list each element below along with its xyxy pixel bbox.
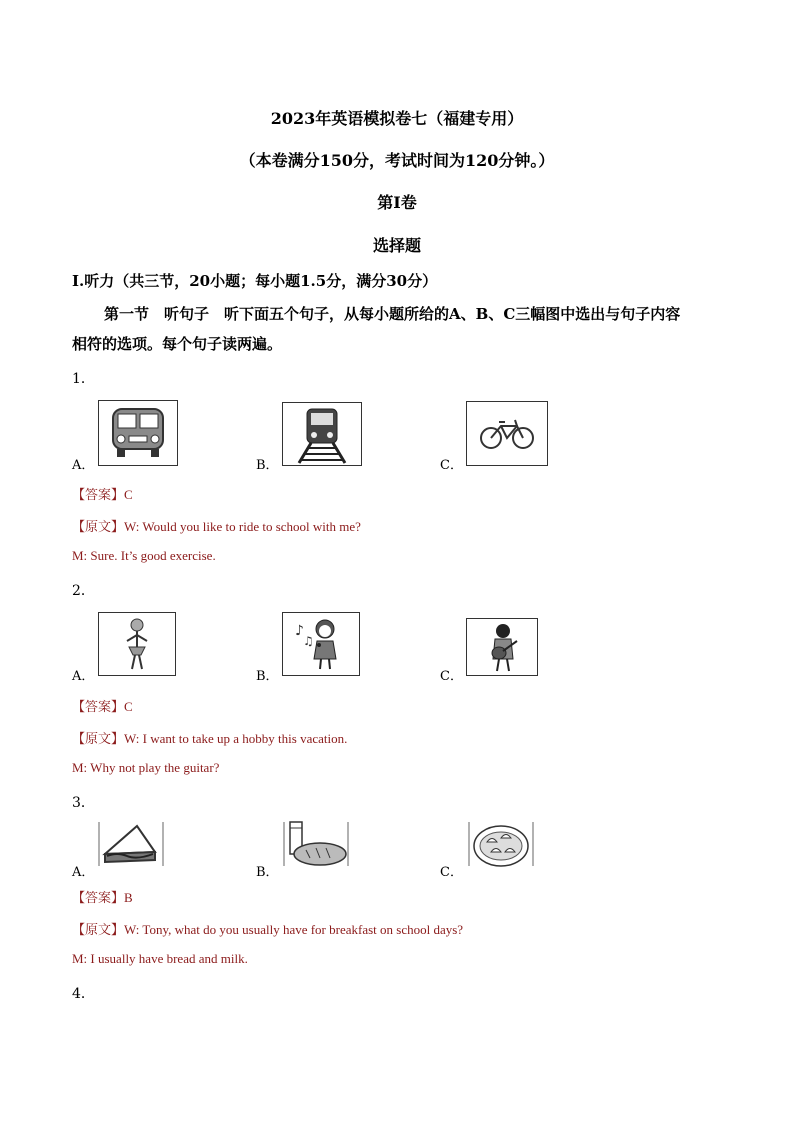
script-label: 【原文】 bbox=[72, 923, 125, 938]
script-line bbox=[72, 516, 361, 535]
part-heading: Ⅰ.听力（共三节，20小题；每小题1.5分，满分30分） bbox=[72, 272, 438, 290]
script-label: 【原文】 bbox=[72, 732, 125, 747]
guitar-player-icon[interactable] bbox=[466, 618, 538, 676]
option-label: C． bbox=[440, 458, 463, 473]
dumplings-icon[interactable] bbox=[467, 818, 535, 870]
page-subtitle: （本卷满分150分，考试时间为120分钟。） bbox=[239, 151, 555, 170]
instruction-line-2: 相符的选项。每个句子读两遍。 bbox=[72, 335, 283, 353]
answer-line bbox=[72, 696, 133, 715]
option-label: C． bbox=[440, 669, 463, 684]
option-label: A． bbox=[72, 458, 95, 473]
bread-milk-icon[interactable] bbox=[282, 818, 350, 870]
option-label: C． bbox=[440, 865, 463, 880]
volume-title: 第Ⅰ卷 bbox=[377, 193, 417, 212]
bus-icon[interactable] bbox=[98, 400, 178, 466]
option-label: A． bbox=[72, 669, 95, 684]
script-line bbox=[72, 728, 347, 747]
option-label: B． bbox=[256, 458, 279, 473]
singer-icon[interactable] bbox=[282, 612, 360, 676]
question-number: 2． bbox=[72, 583, 95, 599]
script-response: M: I usually have bread and milk. bbox=[72, 951, 248, 966]
page-title: 2023年英语模拟卷七（福建专用） bbox=[270, 109, 524, 128]
section-title: 选择题 bbox=[372, 236, 421, 255]
answer-value: B bbox=[124, 890, 133, 905]
option-label: B． bbox=[256, 669, 279, 684]
option-label: B． bbox=[256, 865, 279, 880]
answer-label: 【答案】 bbox=[72, 891, 125, 906]
answer-label: 【答案】 bbox=[72, 488, 125, 503]
instruction-line-1: 第一节 听句子 听下面五个句子，从每小题所给的A、B、C三幅图中选出与句子内容 bbox=[104, 305, 681, 323]
dancer-icon[interactable] bbox=[98, 612, 176, 676]
script-label: 【原文】 bbox=[72, 520, 125, 535]
option-label: A． bbox=[72, 865, 95, 880]
svg-text:♪: ♪ bbox=[295, 623, 304, 639]
answer-label: 【答案】 bbox=[72, 700, 125, 715]
train-icon[interactable] bbox=[282, 402, 362, 466]
script-text: W: Would you like to ride to school with me? bbox=[124, 519, 361, 534]
question-number: 3． bbox=[72, 795, 95, 811]
sandwich-icon[interactable] bbox=[97, 818, 165, 870]
script-text: W: I want to take up a hobby this vacation. bbox=[124, 731, 348, 746]
answer-value: C bbox=[124, 699, 133, 714]
bicycle-icon[interactable] bbox=[466, 401, 548, 466]
answer-value: C bbox=[124, 487, 133, 502]
script-response: M: Sure. It’s good exercise. bbox=[72, 548, 216, 563]
svg-text:♫: ♫ bbox=[303, 634, 314, 648]
script-response: M: Why not play the guitar? bbox=[72, 760, 220, 775]
script-text: W: Tony, what do you usually have for breakfast on school days? bbox=[124, 922, 464, 937]
answer-line bbox=[72, 484, 133, 503]
question-number: 4． bbox=[72, 986, 95, 1002]
script-line bbox=[72, 919, 463, 938]
question-number: 1． bbox=[72, 371, 95, 387]
answer-line bbox=[72, 887, 133, 906]
